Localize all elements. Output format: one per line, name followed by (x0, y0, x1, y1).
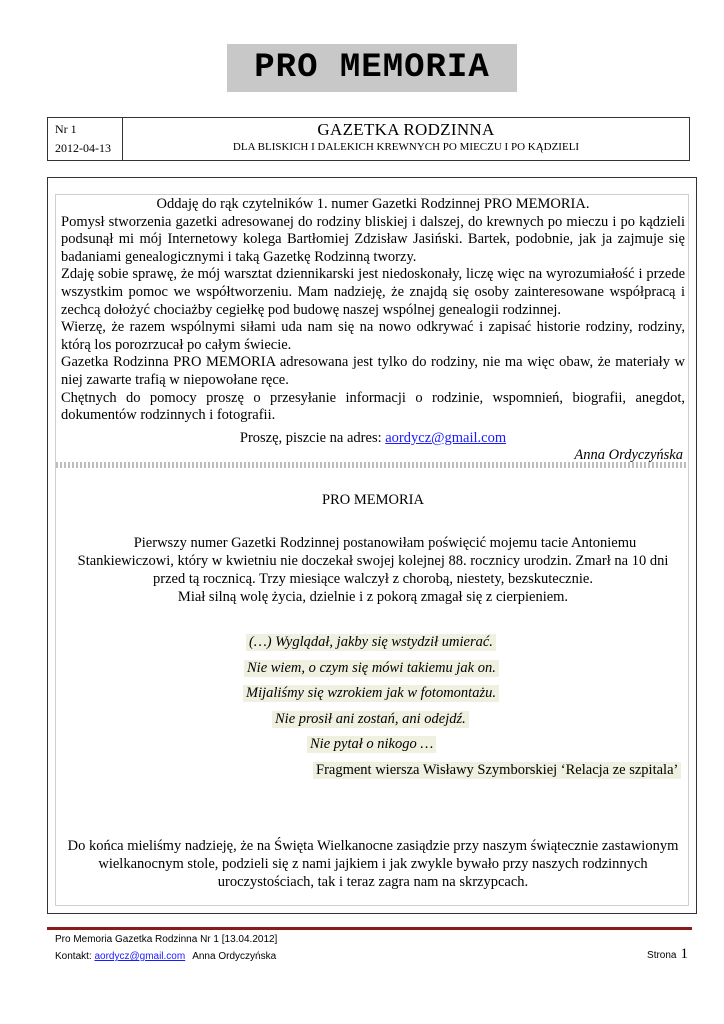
memorial-line: Stankiewiczowi, który w kwietniu nie doczekał swojej kolejnej 88. rocznicy urodzin. Zmarł na 10 dni (77, 553, 669, 569)
page-number-block (647, 946, 688, 963)
newsletter-subtitle: DLA BLISKICH I DALEKICH KREWNYCH PO MIECZU I PO KĄDZIELI (232, 141, 580, 153)
footer-contact-label: Kontakt: (55, 951, 95, 962)
intro-paragraph: Gazetka Rodzinna PRO MEMORIA adresowana jest tylko do rodziny, nie ma więc obaw, że materiały w niej zawarte trafią w niepowołane ręce. (61, 354, 685, 388)
issue-info (48, 118, 123, 160)
poem-line: Mijaliśmy się wzrokiem jak w fotomontażu. (243, 685, 499, 702)
intro-paragraph: Zdaję sobie sprawę, że mój warsztat dziennikarski jest niedoskonały, liczę więc na wyrozumiałość i przede wszystkim pomoc we współtworzeniu. Mam nadzieję, że znajdą się osoby zainteresowane współpracą i zechcą dołożyć chociażby cegiełkę pod budowę naszej wspólnej genealogii rodzinnej. (61, 266, 685, 318)
poem-line: Nie prosił ani zostań, ani odejdź. (272, 711, 469, 728)
page-number: 1 (680, 946, 688, 962)
footer-author: Anna Ordyczyńska (192, 951, 277, 962)
contact-email-link[interactable]: aordycz@gmail.com (385, 430, 507, 446)
newsletter-title-block (123, 118, 689, 160)
intro-paragraph: Wierzę, że razem wspólnymi siłami uda nam się na nowo odkrywać i zapisać historie rodziny, rodziny, którą los porozrzucał po całym świecie. (61, 319, 685, 353)
closing-line: wielkanocnym stole, podzieli się z nami jajkiem i jak zwykle bywało przy naszych rodzinnych (98, 856, 648, 872)
author-signature: Anna Ordyczyńska (574, 447, 683, 463)
contact-line (61, 430, 685, 447)
section-title: PRO MEMORIA (322, 492, 424, 508)
closing-line: uroczystościach, tak i teraz zagra nam na skrzypcach. (217, 874, 529, 890)
footer-publication: Pro Memoria Gazetka Rodzinna Nr 1 [13.04.2012] (55, 934, 278, 945)
page-label: Strona (647, 950, 677, 961)
memorial-line: Pierwszy numer Gazetki Rodzinnej postanowiłam poświęcić mojemu tacie Antoniemu (133, 535, 637, 551)
poem-line: (…) Wyglądał, jakby się wstydził umierać. (246, 634, 496, 651)
poem-line: Nie wiem, o czym się mówi takiemu jak on. (244, 660, 499, 677)
footer-email-link[interactable]: aordycz@gmail.com (94, 951, 186, 962)
poem-line: Nie pytał o nikogo … (307, 736, 436, 753)
memorial-line: Miał silną wolę życia, dzielnie i z pokorą zmagał się z cierpieniem. (177, 589, 569, 605)
masthead-title: PRO MEMORIA (254, 49, 490, 87)
poem-source: Fragment wiersza Wisławy Szymborskiej ‘Relacja ze szpitala’ (313, 762, 681, 779)
issue-date: 2012-04-13 (55, 141, 111, 155)
contact-prefix: Proszę, piszcie na adres: (239, 430, 386, 446)
footer-rule (47, 927, 692, 930)
intro-paragraph: Oddaję do rąk czytelników 1. numer Gazetki Rodzinnej PRO MEMORIA. (156, 196, 590, 212)
intro-paragraph: Pomysł stworzenia gazetki adresowanej do rodziny bliskiej i dalszej, do krewnych po mieczu i po kądzieli podsunął mi mój Internetowy kolega Bartłomiej Zdzisław Jasiński. Bartek, podobnie, jak ja zajmuje się badaniami genealogicznymi i taką Gazetkę Rodzinną tworzy. (61, 213, 685, 265)
intro-text (61, 196, 685, 425)
memorial-text (61, 534, 685, 606)
masthead (227, 44, 517, 92)
intro-paragraph: Chętnych do pomocy proszę o przesyłanie informacji o rodzinie, wspomnień, biografii, anegdot, dokumentów rodzinnych i fotografii. (61, 389, 685, 424)
newsletter-title: GAZETKA RODZINNA (317, 120, 495, 139)
memorial-line: przed tą rocznicą. Trzy miesiące walczył z chorobą, niestety, bezskutecznie. (153, 571, 593, 587)
issue-number: Nr 1 (55, 122, 77, 136)
issue-header (47, 117, 690, 161)
closing-text (61, 837, 685, 891)
footer-contact (55, 951, 276, 962)
closing-line: Do końca mieliśmy nadzieję, że na Święta Wielkanocne zasiądzie przy naszym świątecznie zastawionym (67, 838, 679, 854)
